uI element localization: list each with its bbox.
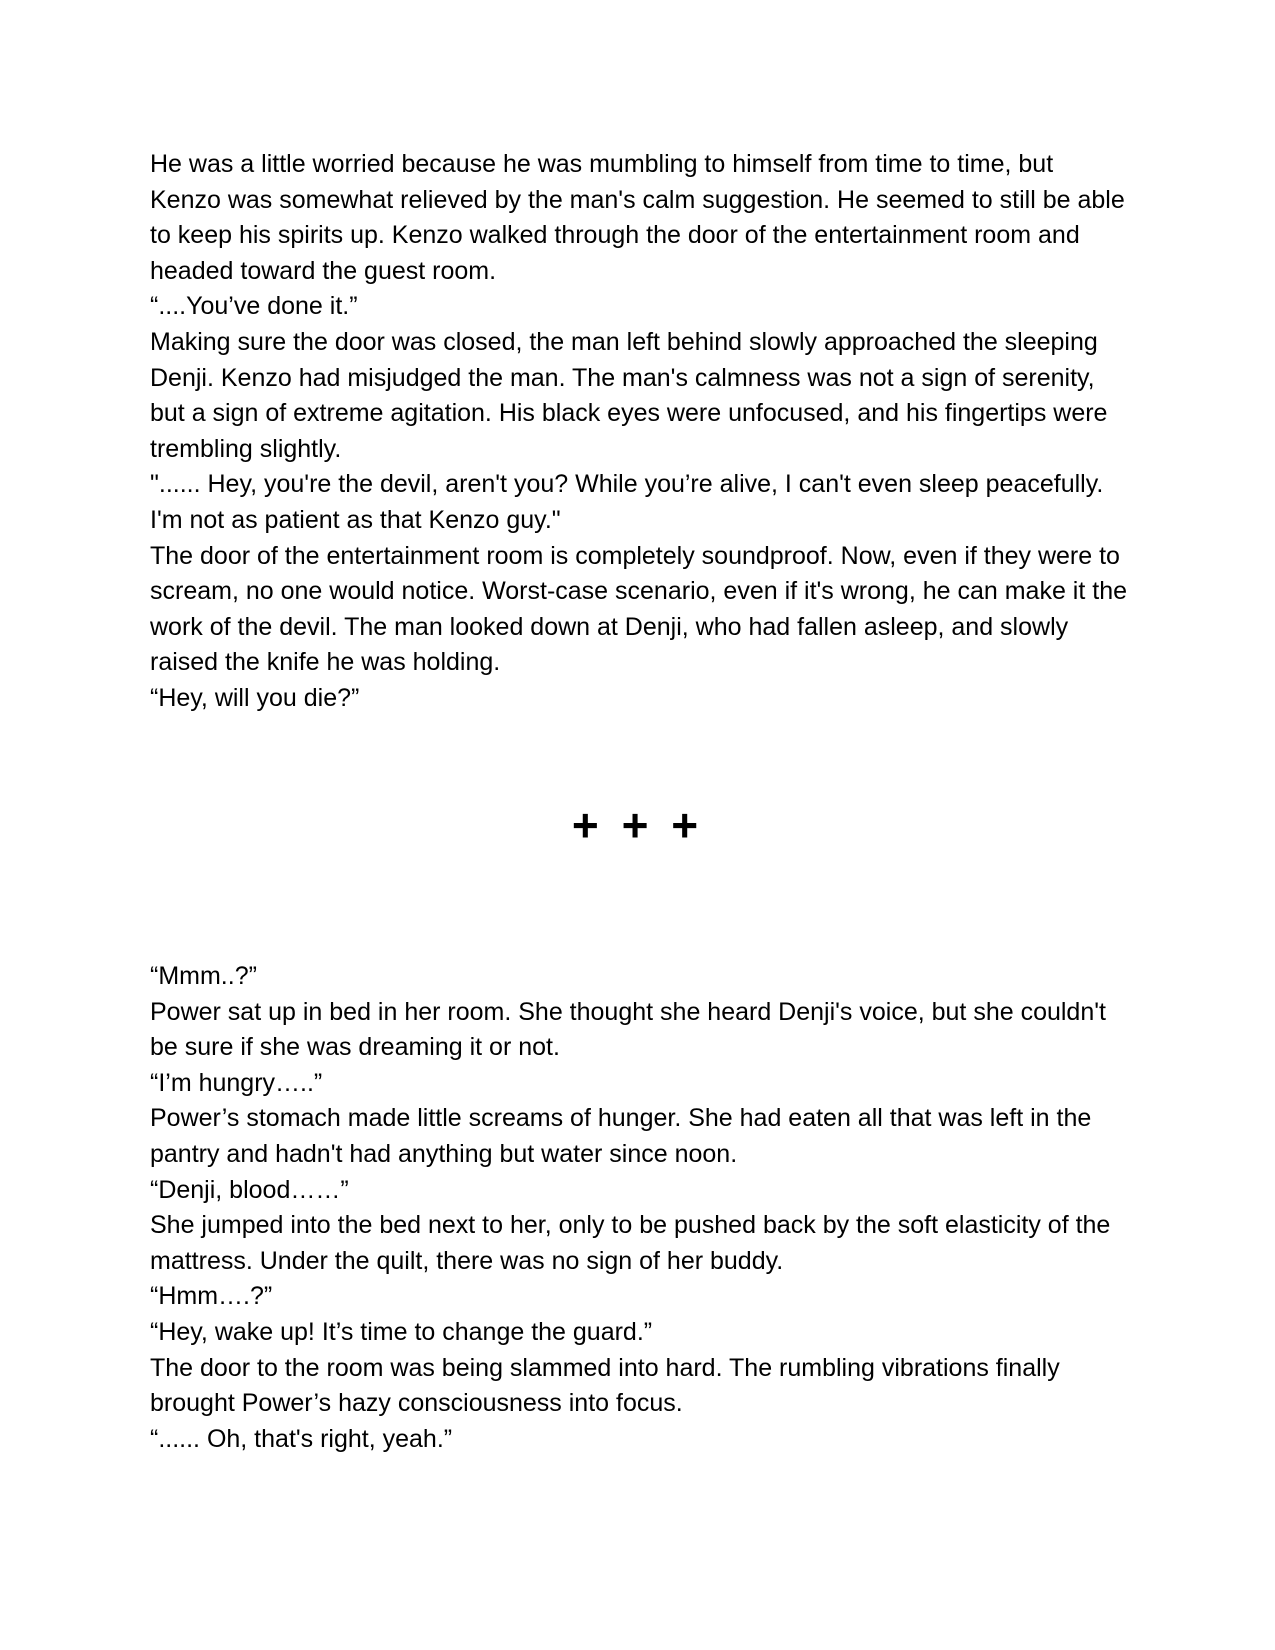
paragraph: Power sat up in bed in her room. She thought she heard Denji's voice, but she couldn't be sure if she was dreaming it or not. (150, 997, 1106, 1062)
dialogue-line: "...... Hey, you're the devil, aren't you? While you’re alive, I can't even sleep peacefully. I'm not as patient as that Kenzo guy." (150, 470, 1104, 534)
dialogue-line: “....You’ve done it.” (150, 292, 358, 321)
paragraph: The door of the entertainment room is completely soundproof. Now, even if they were to scream, no one would notice. Worst-case scenario, even if it's wrong, he can make it the work of the devil. The man looked down at Denji, who had fallen asleep, and slowly raised the knife he was holding. (150, 541, 1128, 677)
text-section-one (150, 147, 1130, 717)
dialogue-line: “Hmm….?” (150, 1282, 273, 1311)
scene-break-separator: + + + (571, 799, 704, 851)
paragraph: She jumped into the bed next to her, only to be pushed back by the soft elasticity of the mattress. Under the quilt, there was no sign of her buddy. (150, 1211, 1111, 1275)
dialogue-line: “I’m hungry…..” (150, 1068, 323, 1097)
dialogue-line: “...... Oh, that's right, yeah.” (150, 1424, 453, 1453)
text-section-two (150, 959, 1130, 1457)
paragraph: He was a little worried because he was mumbling to himself from time to time, but Kenzo was somewhat relieved by the man's calm suggestion. He seemed to still be able to keep his spirits up. Kenzo walked through the door of the entertainment room and headed toward the guest room. (150, 150, 1125, 285)
paragraph: The door to the room was being slammed into hard. The rumbling vibrations finally brought Power’s hazy consciousness into focus. (150, 1353, 1060, 1418)
paragraph: Power’s stomach made little screams of hunger. She had eaten all that was left in the pantry and hadn't had anything but water since noon. (150, 1104, 1092, 1168)
dialogue-line: “Mmm..?” (150, 962, 257, 990)
dialogue-line: “Hey, wake up! It’s time to change the guard.” (150, 1317, 653, 1346)
dialogue-line: “Hey, will you die?” (150, 683, 360, 712)
dialogue-line: “Denji, blood……” (150, 1175, 349, 1204)
paragraph: Making sure the door was closed, the man left behind slowly approached the sleeping Denji. Kenzo had misjudged the man. The man's calmness was not a sign of serenity, but a sign of extreme agitation. His black eyes were unfocused, and his fingertips were trembling slightly. (150, 327, 1108, 463)
